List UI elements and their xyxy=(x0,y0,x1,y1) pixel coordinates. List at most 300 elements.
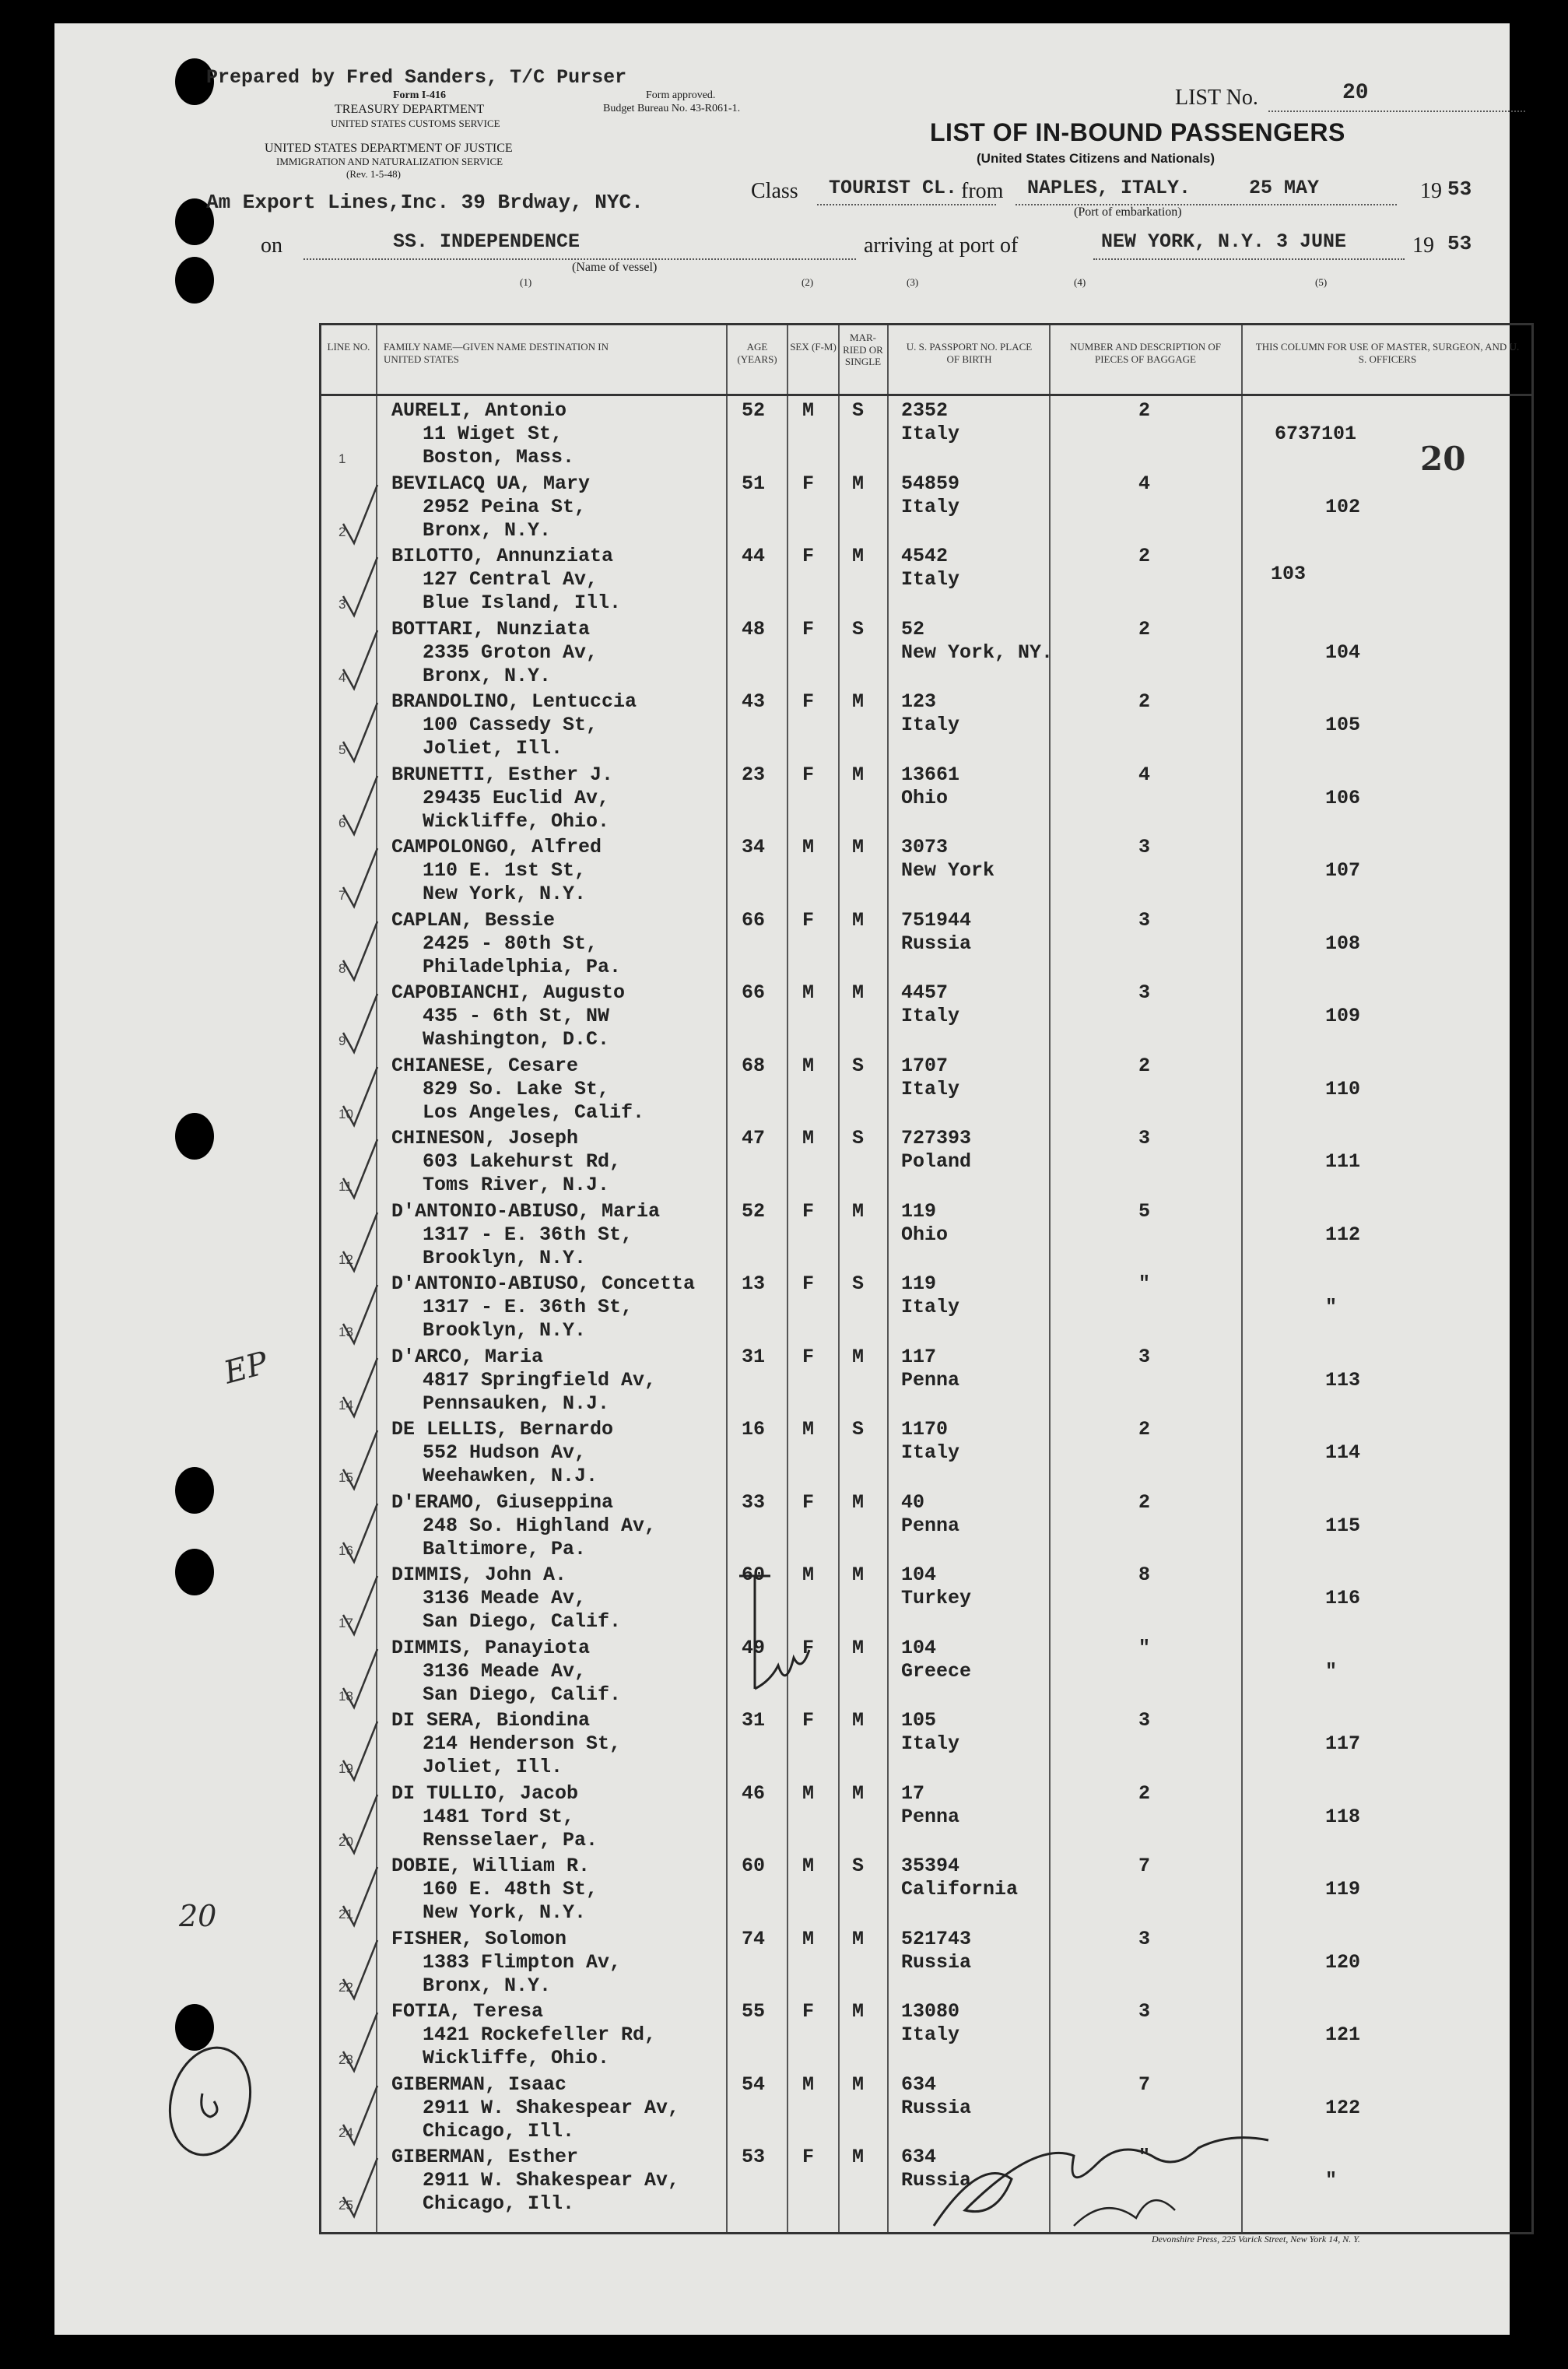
family-name: BOTTARI, Nunziata xyxy=(391,617,591,641)
marital-status: M xyxy=(852,2146,865,2168)
sex: M xyxy=(802,1127,815,1149)
address-street: 829 So. Lake St, xyxy=(423,1077,610,1100)
column-number-4: (4) xyxy=(1074,276,1086,288)
passenger-row xyxy=(321,907,1531,980)
sex: M xyxy=(802,1418,815,1441)
passenger-row xyxy=(321,1634,1531,1707)
place-of-birth: Russia xyxy=(901,932,972,955)
marital-status: M xyxy=(852,1636,865,1659)
officer-number: 106 xyxy=(1325,786,1361,809)
from-date: 25 MAY xyxy=(1249,177,1320,199)
sex: F xyxy=(802,617,815,641)
age: 31 xyxy=(742,1709,766,1732)
passport-number: 54859 xyxy=(901,472,960,495)
line-number: 25 xyxy=(339,2198,353,2213)
place-of-birth: Russia xyxy=(901,2169,972,2192)
passport-number: 40 xyxy=(901,1490,925,1514)
passport-number: 727393 xyxy=(901,1127,972,1149)
officer-number: 108 xyxy=(1325,932,1361,955)
baggage-count: 3 xyxy=(1138,981,1151,1004)
sex: F xyxy=(802,1272,815,1295)
address-street: 2911 W. Shakespear Av, xyxy=(423,2169,680,2192)
family-name: BEVILACQ UA, Mary xyxy=(391,472,591,495)
marital-status: M xyxy=(852,1490,865,1514)
place-of-birth: Italy xyxy=(901,1296,960,1318)
address-city: Toms River, N.J. xyxy=(423,1174,610,1196)
punch-hole xyxy=(175,1467,214,1514)
age: 55 xyxy=(742,2000,766,2023)
age: 51 xyxy=(742,472,766,495)
line-number: 12 xyxy=(339,1251,353,1267)
passenger-row xyxy=(321,1125,1531,1198)
line-number: 2 xyxy=(339,524,346,539)
col-header-passport: U. S. PASSPORT NO. PLACE OF BIRTH xyxy=(906,341,1033,365)
check-mark xyxy=(337,699,384,769)
family-name: BRUNETTI, Esther J. xyxy=(391,763,614,786)
officer-number: 121 xyxy=(1325,2023,1361,2046)
family-name: DOBIE, William R. xyxy=(391,1855,591,1877)
address-city: Baltimore, Pa. xyxy=(423,1537,587,1560)
address-street: 603 Lakehurst Rd, xyxy=(423,1150,622,1173)
passport-number: 35394 xyxy=(901,1855,960,1877)
family-name: CHIANESE, Cesare xyxy=(391,1054,579,1077)
place-of-birth: Italy xyxy=(901,714,960,736)
prepared-by: Prepared by Fred Sanders, T/C Purser xyxy=(206,66,627,89)
baggage-count: 2 xyxy=(1138,545,1151,567)
check-mark xyxy=(337,1863,384,1933)
family-name: DIMMIS, John A. xyxy=(391,1564,567,1586)
arrival-year-prefix: 19 xyxy=(1412,233,1434,258)
officer-number: 107 xyxy=(1325,859,1361,882)
place-of-birth: Italy xyxy=(901,1732,960,1755)
from-value: NAPLES, ITALY. xyxy=(1027,177,1191,199)
address-street: 2952 Peina St, xyxy=(423,495,587,518)
age: 54 xyxy=(742,2072,766,2096)
passport-number: 1707 xyxy=(901,1054,949,1077)
check-mark xyxy=(337,1209,384,1279)
address-street: 2911 W. Shakespear Av, xyxy=(423,2096,680,2119)
line-number: 7 xyxy=(339,888,346,903)
passport-number: 119 xyxy=(901,1199,937,1223)
marital-status: M xyxy=(852,472,865,495)
check-mark xyxy=(337,553,384,623)
check-mark xyxy=(337,1645,384,1715)
baggage-count: 2 xyxy=(1138,1781,1151,1805)
officer-number: 122 xyxy=(1325,2096,1361,2119)
family-name: DE LELLIS, Bernardo xyxy=(391,1418,614,1441)
family-name: CAPLAN, Bessie xyxy=(391,908,556,932)
line-number: 9 xyxy=(339,1034,346,1048)
officer-number: 111 xyxy=(1325,1150,1361,1173)
officer-number: 115 xyxy=(1325,1514,1361,1537)
check-mark xyxy=(337,1572,384,1642)
passport-number: 4457 xyxy=(901,981,949,1004)
baggage-count: 4 xyxy=(1138,763,1151,786)
passport-number: 4542 xyxy=(901,545,949,567)
line-number: 1 xyxy=(339,451,346,466)
address-street: 435 - 6th St, NW xyxy=(423,1005,610,1027)
check-mark xyxy=(337,844,384,914)
column-number-5: (5) xyxy=(1315,276,1328,288)
address-city: Pennsauken, N.J. xyxy=(423,1392,610,1415)
place-of-birth: Italy xyxy=(901,568,960,591)
line-number: 18 xyxy=(339,1688,353,1704)
col-header-age: AGE (YEARS) xyxy=(737,341,777,365)
sex: F xyxy=(802,2146,815,2168)
bracket-mark xyxy=(731,1572,825,1697)
age: 60 xyxy=(742,1564,766,1586)
place-of-birth: Italy xyxy=(901,1005,960,1027)
address-street: 552 Hudson Av, xyxy=(423,1441,587,1464)
address-city: Weehawken, N.J. xyxy=(423,1465,598,1487)
col-header-officers: THIS COLUMN FOR USE OF MASTER, SURGEON, AND U. S. OFFICERS xyxy=(1255,341,1520,365)
family-name: AURELI, Antonio xyxy=(391,399,567,422)
officer-number: 102 xyxy=(1325,495,1361,518)
address-city: Brooklyn, N.Y. xyxy=(423,1319,587,1342)
officer-number: 105 xyxy=(1325,714,1361,736)
passenger-row xyxy=(321,688,1531,761)
baggage-count: 8 xyxy=(1138,1564,1151,1586)
col-header-sex: SEX (F-M) xyxy=(790,341,837,353)
column-number-1: (1) xyxy=(520,276,532,288)
justice-dept: UNITED STATES DEPARTMENT OF JUSTICE xyxy=(265,142,513,155)
marital-status: M xyxy=(852,1927,865,1950)
place-of-birth: Penna xyxy=(901,1368,960,1392)
place-of-birth: Turkey xyxy=(901,1587,972,1609)
col-header-married: MAR-RIED OR SINGLE xyxy=(843,332,883,368)
arrival-date: 3 JUNE xyxy=(1276,230,1347,253)
margin-circle-mark xyxy=(156,2039,265,2164)
punch-hole xyxy=(175,1113,214,1160)
family-name: BRANDOLINO, Lentuccia xyxy=(391,690,637,713)
age: 23 xyxy=(742,763,766,786)
line-number: 10 xyxy=(339,1106,353,1121)
passenger-row xyxy=(321,397,1531,470)
marital-status: S xyxy=(852,1054,865,1077)
baggage-count: 4 xyxy=(1138,472,1151,495)
passport-number: 751944 xyxy=(901,908,972,932)
baggage-count: 3 xyxy=(1138,2000,1151,2023)
check-mark xyxy=(337,1281,384,1351)
place-of-birth: Italy xyxy=(901,2023,960,2046)
line-number: 15 xyxy=(339,1470,353,1485)
age: 60 xyxy=(742,1855,766,1877)
address-street: 1317 - E. 36th St, xyxy=(423,1223,633,1246)
line-number: 14 xyxy=(339,1397,353,1413)
officer-number: 104 xyxy=(1325,641,1361,664)
baggage-count: 2 xyxy=(1138,1490,1151,1514)
check-mark xyxy=(337,1063,384,1133)
arrival-year: 53 xyxy=(1447,232,1472,255)
officer-number: " xyxy=(1325,2169,1338,2192)
baggage-count: 3 xyxy=(1138,1927,1151,1950)
family-name: BILOTTO, Annunziata xyxy=(391,545,614,567)
class-line xyxy=(817,204,996,205)
passport-number: 104 xyxy=(901,1564,937,1586)
age: 13 xyxy=(742,1272,766,1295)
line-number: 24 xyxy=(339,2125,353,2140)
vessel-note: (Name of vessel) xyxy=(572,261,658,274)
place-of-birth: Italy xyxy=(901,1077,960,1100)
family-name: DIMMIS, Panayiota xyxy=(391,1636,591,1659)
line-number: 13 xyxy=(339,1325,353,1339)
arrival-line xyxy=(1093,258,1405,260)
family-name: CAPOBIANCHI, Augusto xyxy=(391,981,626,1004)
officer-number: 119 xyxy=(1325,1878,1361,1900)
officer-number: 109 xyxy=(1325,1005,1361,1027)
col-header-line: LINE NO. xyxy=(327,341,370,353)
sex: M xyxy=(802,981,815,1004)
family-name: D'ANTONIO-ABIUSO, Maria xyxy=(391,1199,661,1223)
address-street: 160 E. 48th St, xyxy=(423,1878,598,1900)
family-name: D'ARCO, Maria xyxy=(391,1345,544,1368)
address-city: New York, N.Y. xyxy=(423,1901,587,1924)
marital-status: S xyxy=(852,1272,865,1295)
age: 48 xyxy=(742,617,766,641)
age: 74 xyxy=(742,1927,766,1950)
sex: F xyxy=(802,1490,815,1514)
baggage-count: 3 xyxy=(1138,908,1151,932)
baggage-count: " xyxy=(1138,1272,1151,1295)
age: 52 xyxy=(742,1199,766,1223)
baggage-count: 7 xyxy=(1138,2072,1151,2096)
place-of-birth: Russia xyxy=(901,2096,972,2119)
place-of-birth: Russia xyxy=(901,1950,972,1974)
place-of-birth: Ohio xyxy=(901,786,949,809)
list-number-line xyxy=(1268,111,1525,112)
officer-number: 103 xyxy=(1271,563,1307,585)
marital-status: M xyxy=(852,1781,865,1805)
sex: F xyxy=(802,1345,815,1368)
address-city: Rensselaer, Pa. xyxy=(423,1828,598,1851)
family-name: D'ERAMO, Giuseppina xyxy=(391,1490,614,1514)
baggage-count: 2 xyxy=(1138,690,1151,713)
sex: M xyxy=(802,836,815,858)
budget-bureau: Budget Bureau No. 43-R061-1. xyxy=(603,103,741,114)
form-page xyxy=(54,23,1520,2335)
place-of-birth: Ohio xyxy=(901,1223,949,1246)
sex: F xyxy=(802,1636,815,1659)
passenger-row xyxy=(321,1998,1531,2071)
passport-number: 13661 xyxy=(901,763,960,786)
address-street: 214 Henderson St, xyxy=(423,1732,622,1755)
officer-number: 118 xyxy=(1325,1805,1361,1828)
address-city: Joliet, Ill. xyxy=(423,737,563,760)
passport-number: 634 xyxy=(901,2072,937,2096)
age: 66 xyxy=(742,908,766,932)
list-number-value: 20 xyxy=(1342,81,1369,105)
officer-number: 113 xyxy=(1325,1368,1361,1392)
address-street: 1317 - E. 36th St, xyxy=(423,1296,633,1318)
place-of-birth: California xyxy=(901,1878,1019,1900)
address-street: 248 So. Highland Av, xyxy=(423,1514,657,1537)
passport-number: 123 xyxy=(901,690,937,713)
class-label: Class xyxy=(751,179,798,203)
vessel-line xyxy=(303,258,856,260)
address-city: Wickliffe, Ohio. xyxy=(423,2047,610,2069)
marital-status: S xyxy=(852,1418,865,1441)
officer-number: 120 xyxy=(1325,1950,1361,1974)
passenger-row xyxy=(321,1489,1531,1562)
family-name: GIBERMAN, Isaac xyxy=(391,2072,567,2096)
marital-status: M xyxy=(852,545,865,567)
line-number: 8 xyxy=(339,960,346,976)
family-name: FISHER, Solomon xyxy=(391,1927,567,1950)
place-of-birth: Italy xyxy=(901,1441,960,1464)
passport-number: 17 xyxy=(901,1781,925,1805)
check-mark xyxy=(337,772,384,842)
class-value: TOURIST CL. xyxy=(829,177,958,199)
col-header-baggage: NUMBER AND DESCRIPTION OF PIECES OF BAGGAGE xyxy=(1070,341,1221,365)
marital-status: M xyxy=(852,908,865,932)
punch-hole xyxy=(175,1549,214,1595)
age: 46 xyxy=(742,1781,766,1805)
address-city: San Diego, Calif. xyxy=(423,1610,622,1633)
passenger-row xyxy=(321,1925,1531,1999)
age: 44 xyxy=(742,545,766,567)
address-city: Boston, Mass. xyxy=(423,446,575,469)
baggage-count: 7 xyxy=(1138,1855,1151,1877)
passport-number: 117 xyxy=(901,1345,937,1368)
place-of-birth: Poland xyxy=(901,1150,972,1173)
page-number-stamp: 20 xyxy=(1420,440,1466,478)
printer-line: Devonshire Press, 225 Varick Street, New York 14, N. Y. xyxy=(1152,2234,1360,2244)
baggage-count: 2 xyxy=(1138,1418,1151,1441)
officer-number: 112 xyxy=(1325,1223,1361,1246)
marital-status: M xyxy=(852,836,865,858)
place-of-birth: Italy xyxy=(901,423,960,445)
age: 43 xyxy=(742,690,766,713)
line-number: 21 xyxy=(339,1907,353,1922)
baggage-count: 3 xyxy=(1138,1345,1151,1368)
baggage-count: 2 xyxy=(1138,1054,1151,1077)
family-name: GIBERMAN, Esther xyxy=(391,2146,579,2168)
family-name: CHINESON, Joseph xyxy=(391,1127,579,1149)
treasury-dept: TREASURY DEPARTMENT xyxy=(335,103,485,116)
address-city: Los Angeles, Calif. xyxy=(423,1100,645,1124)
officer-number: 116 xyxy=(1325,1587,1361,1609)
age: 66 xyxy=(742,981,766,1004)
arrival-port: NEW YORK, N.Y. xyxy=(1101,230,1265,253)
sex: F xyxy=(802,2000,815,2023)
address-street: 2425 - 80th St, xyxy=(423,932,598,955)
address-street: 4817 Springfield Av, xyxy=(423,1368,657,1392)
officer-number: 110 xyxy=(1325,1077,1361,1100)
address-city: Brooklyn, N.Y. xyxy=(423,1246,587,1269)
age: 68 xyxy=(742,1054,766,1077)
baggage-count: " xyxy=(1138,1636,1151,1659)
column-number-2: (2) xyxy=(802,276,814,288)
list-number-label: LIST No. xyxy=(1175,86,1258,110)
passenger-row xyxy=(321,834,1531,907)
age: 47 xyxy=(742,1127,766,1149)
age: 16 xyxy=(742,1418,766,1441)
address-city: Joliet, Ill. xyxy=(423,1756,563,1778)
baggage-count: 3 xyxy=(1138,1127,1151,1149)
check-mark xyxy=(337,2082,384,2152)
sex: M xyxy=(802,399,815,422)
line-number: 4 xyxy=(339,669,346,685)
check-mark xyxy=(337,481,384,551)
family-name: FOTIA, Teresa xyxy=(391,2000,544,2023)
sex: F xyxy=(802,763,815,786)
passenger-row xyxy=(321,1780,1531,1853)
age: 49 xyxy=(742,1636,766,1659)
address-city: San Diego, Calif. xyxy=(423,1683,622,1706)
address-street: 100 Cassedy St, xyxy=(423,714,598,736)
check-mark xyxy=(337,2154,384,2224)
address-city: New York, N.Y. xyxy=(423,883,587,905)
place-of-birth: New York, NY. xyxy=(901,641,1054,664)
officer-number: 114 xyxy=(1325,1441,1361,1464)
check-mark xyxy=(337,626,384,697)
passenger-table xyxy=(319,323,1534,2234)
marital-status: M xyxy=(852,763,865,786)
line-number: 5 xyxy=(339,742,346,757)
sex: F xyxy=(802,472,815,495)
place-of-birth: Greece xyxy=(901,1659,972,1683)
marital-status: S xyxy=(852,1855,865,1877)
check-mark xyxy=(337,1936,384,2006)
form-approved: Form approved. xyxy=(646,89,716,101)
form-title: LIST OF IN-BOUND PASSENGERS xyxy=(930,118,1345,146)
company-line: Am Export Lines,Inc. 39 Brdway, NYC. xyxy=(206,191,644,214)
address-street: 110 E. 1st St, xyxy=(423,859,587,882)
line-number: 20 xyxy=(339,1834,353,1849)
sex: F xyxy=(802,1709,815,1732)
from-year: 53 xyxy=(1447,177,1472,201)
address-street: 3136 Meade Av, xyxy=(423,1587,587,1609)
form-subtitle: (United States Citizens and Nationals) xyxy=(977,151,1215,166)
officer-number: " xyxy=(1325,1659,1338,1683)
passport-number: 634 xyxy=(901,2146,937,2168)
passport-number: 52 xyxy=(901,617,925,641)
from-line xyxy=(1016,204,1397,205)
passport-number: 521743 xyxy=(901,1927,972,1950)
passport-number: 3073 xyxy=(901,836,949,858)
arriving-label: arriving at port of xyxy=(864,233,1019,258)
marital-status: M xyxy=(852,1199,865,1223)
check-mark xyxy=(337,1135,384,1206)
address-street: 1383 Flimpton Av, xyxy=(423,1950,622,1974)
address-city: Washington, D.C. xyxy=(423,1028,610,1051)
marital-status: M xyxy=(852,690,865,713)
margin-number: 20 xyxy=(179,1899,217,1933)
sex: M xyxy=(802,1781,815,1805)
address-city: Bronx, N.Y. xyxy=(423,1974,552,1997)
sex: F xyxy=(802,908,815,932)
family-name: CAMPOLONGO, Alfred xyxy=(391,836,602,858)
sex: M xyxy=(802,1054,815,1077)
margin-initials: EP xyxy=(220,1345,272,1392)
passenger-row xyxy=(321,1052,1531,1125)
baggage-count: 2 xyxy=(1138,617,1151,641)
sex: M xyxy=(802,2072,815,2096)
age: 52 xyxy=(742,399,766,422)
marital-status: S xyxy=(852,1127,865,1149)
baggage-count: 3 xyxy=(1138,836,1151,858)
port-embark-note: (Port of embarkation) xyxy=(1074,205,1182,219)
address-city: Wickliffe, Ohio. xyxy=(423,809,610,833)
from-year-prefix: 19 xyxy=(1420,179,1442,203)
line-number: 17 xyxy=(339,1616,353,1630)
passenger-row xyxy=(321,761,1531,834)
address-street: 29435 Euclid Av, xyxy=(423,786,610,809)
check-mark xyxy=(337,1354,384,1424)
customs-service: UNITED STATES CUSTOMS SERVICE xyxy=(331,118,500,129)
address-street: 127 Central Av, xyxy=(423,568,598,591)
baggage-count: 5 xyxy=(1138,1199,1151,1223)
